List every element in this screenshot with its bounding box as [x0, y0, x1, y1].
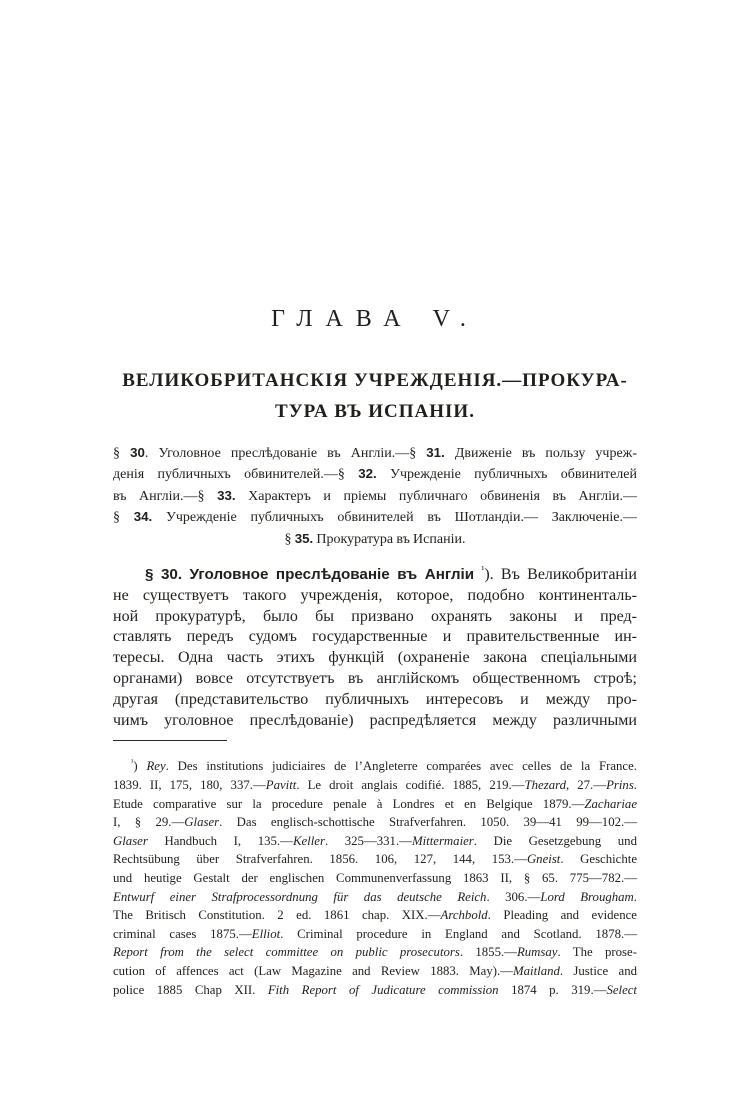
text-line: чимъ уголовное преслѣдованіе) распредѣляется между различными	[113, 711, 637, 729]
text-line: Entwurf einer Strafprocessordnung für das deutsche Reich. 306.—Lord Brougham.	[113, 889, 637, 904]
section-title	[113, 365, 637, 427]
text-line: Rechtsübung über Strafverfahren. 1856. 106, 127, 144, 153.—Gneist. Geschichte	[113, 852, 637, 867]
text-line: § 30. Уголовное преслѣдованіе въ Англіи.—§ 31. Движеніе въ пользу учреж-	[113, 445, 637, 461]
text-line: criminal cases 1875.—Elliot. Criminal procedure in England and Scotland. 1878.—	[113, 926, 637, 941]
text-line: Report from the select committee on public prosecutors. 1855.—Rumsay. The prose-	[113, 945, 637, 960]
section-summary	[113, 443, 637, 550]
text-line: und heutige Gestalt der englischen Communenverfassung 1863 II, § 65. 775—782.—	[113, 870, 637, 885]
text-line: ставлять передъ судомъ государственные и правительственные ин-	[113, 628, 637, 646]
text-line: The Britisch Constitution. 2 ed. 1861 chap. XIX.—Archbold. Pleading and evidence	[113, 908, 637, 923]
book-page	[113, 0, 637, 999]
footnote-rule	[113, 740, 227, 741]
text-line: police 1885 Chap XII. Fith Report of Judicature commission 1874 p. 319.—Select	[113, 982, 637, 997]
text-line: тересы. Одна часть этихъ функцій (охраненіе закона спеціальными	[113, 649, 637, 667]
text-line: § 30. Уголовное преслѣдованіе въ Англіи $^{^1}$). Въ Великобританіи	[145, 564, 637, 584]
text-line: cution of affences act (Law Magazine and Review 1883. May).—Maitland. Justice and	[113, 963, 637, 978]
text-line: 1839. II, 175, 180, 337.—Pavitt. Le droit anglais codifié. 1885, 219.—Thezard, 27.—Prins.	[113, 778, 637, 792]
text-line: ной прокуратурѣ, было бы призвано охранять законы и пред-	[113, 607, 637, 625]
section-title-line-1: ВЕЛИКОБРИТАНСКІЯ УЧРЕЖДЕНІЯ.—ПРОКУРА-	[122, 370, 628, 391]
chapter-heading: ГЛАВА V.	[271, 306, 479, 332]
text-line: въ Англіи.—§ 33. Характеръ и пріемы публичнаго обвиненія въ Англіи.—	[113, 487, 638, 504]
text-line: органами) вовсе отсутствуетъ въ англійскомъ общественномъ строѣ;	[113, 670, 637, 688]
text-line: § 34. Учрежденіе публичныхъ обвинителей въ Шотландіи.— Заключеніе.—	[113, 509, 637, 526]
section-title-line-2: ТУРА ВЪ ИСПАНІИ.	[275, 401, 475, 422]
text-line: Glaser Handbuch I, 135.—Keller. 325—331.—Mittermaier. Die Gesetzgebung und	[113, 833, 637, 848]
body-paragraph	[113, 565, 637, 731]
text-line: другая (представительство публичныхъ интересовъ и между про-	[113, 690, 637, 708]
text-line: не существуетъ такого учрежденія, которое, подобно континенталь-	[113, 586, 637, 604]
text-line: денія публичныхъ обвинителей.—§ 32. Учрежденіе публичныхъ обвинителей	[113, 466, 637, 483]
text-line: § 35. Прокуратура въ Испаніи.	[284, 530, 466, 547]
text-line: I, § 29.—Glaser. Das englisch-schottische Strafverfahren. 1050. 39—41 99—102.—	[113, 815, 637, 830]
text-line: Etude comparative sur la procedure penale à Londres et en Belgique 1879.—Zachariae	[113, 796, 637, 811]
footnote	[113, 757, 637, 999]
text-line: $^{^1}$) Rey. Des institutions judiciaires de l’Angleterre comparées avec celles de la France.	[131, 758, 637, 774]
